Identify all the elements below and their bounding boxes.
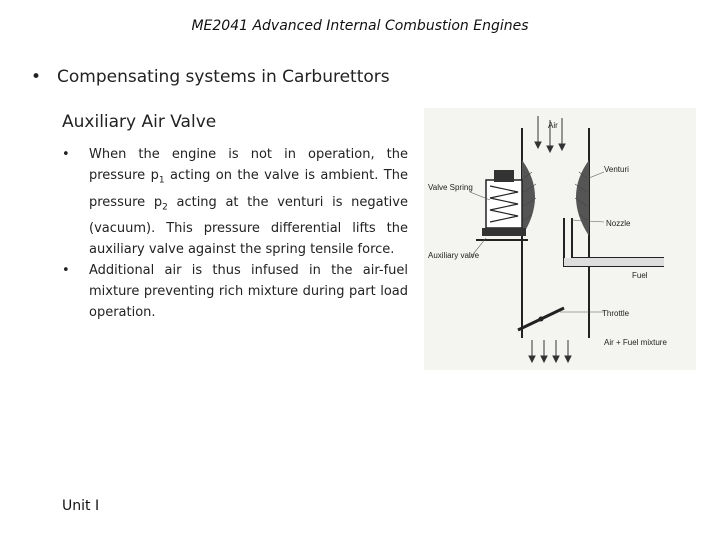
slide-header: ME2041 Advanced Internal Combustion Engines (191, 18, 529, 34)
throttle-pivot (539, 317, 544, 322)
label-venturi: Venturi (604, 165, 629, 174)
diagram-svg (424, 108, 696, 370)
subheading: Auxiliary Air Valve (62, 112, 217, 132)
fuel-channel (564, 258, 664, 266)
auxiliary-valve (476, 170, 528, 240)
bullet-marker: • (62, 263, 70, 279)
topic-bullet (31, 67, 390, 87)
label-fuel: Fuel (632, 271, 648, 280)
label-throttle: Throttle (602, 309, 630, 318)
venturi-left (522, 160, 535, 236)
subscript: 1 (158, 175, 165, 186)
label-valve-spring: Valve Spring (428, 183, 473, 192)
label-air-fuel-mixture: Air + Fuel mixture (604, 338, 667, 347)
tube-walls (522, 128, 589, 338)
label-air: Air (548, 121, 558, 130)
label-nozzle: Nozzle (606, 219, 631, 228)
point-text: Additional air is thus infused in the air-fuel mixture preventing rich mixture during part load operation. (89, 263, 408, 321)
list-item (62, 260, 408, 323)
topic-title: Compensating systems in Carburettors (57, 67, 390, 87)
point-text: When the engine is not in operation, the pressure $p_1$ acting on the valve is ambient. The pressure $p_2$ acting at the venturi is negative (vacuum). This pressure differential lifts the auxiliary valve against the spring tensile force. (89, 147, 408, 258)
list-item (62, 144, 408, 260)
venturi-right (576, 160, 589, 236)
label-auxiliary-valve: Auxiliary valve (428, 251, 480, 260)
subscript: 2 (162, 202, 168, 213)
outlet-arrows (529, 340, 571, 362)
carburettor-diagram (424, 108, 696, 370)
footer-unit: Unit I (62, 498, 100, 514)
bullet-list (62, 144, 408, 323)
bullet-marker: • (62, 147, 70, 162)
bullet-marker: • (31, 67, 42, 87)
